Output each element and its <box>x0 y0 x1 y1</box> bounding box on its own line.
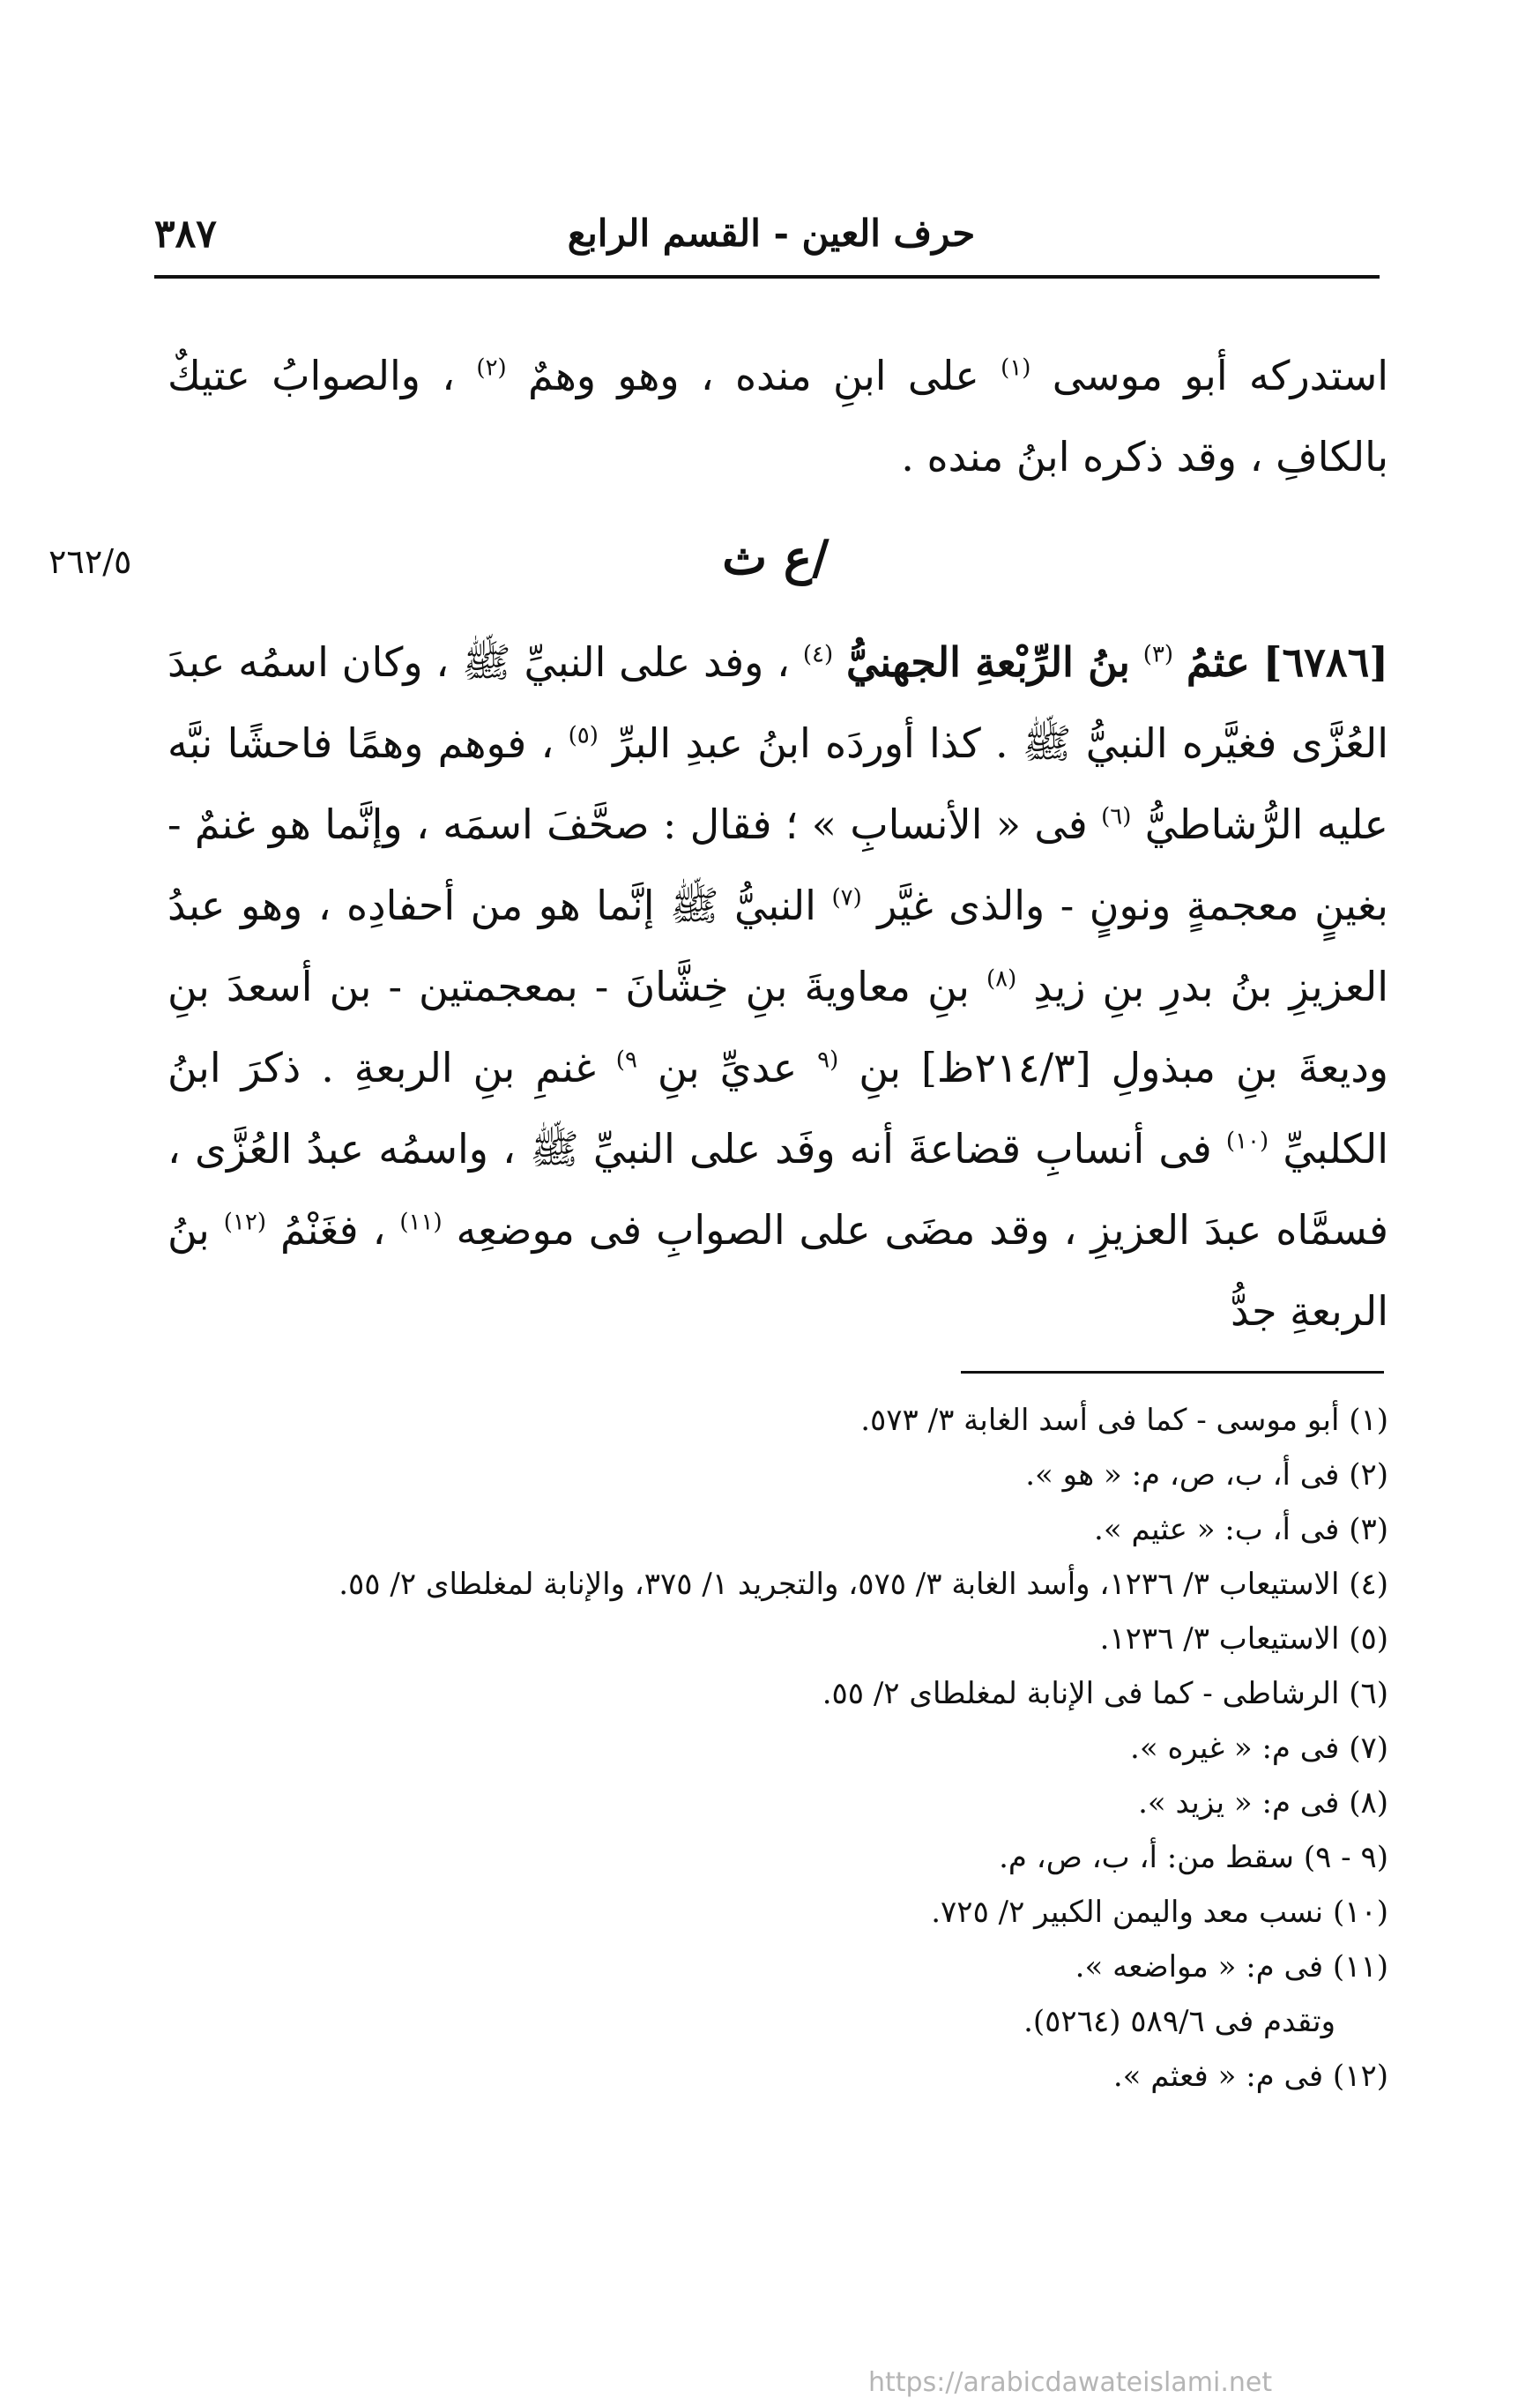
footnote-continuation: وتقدم فى ٥٨٩/٦ (٥٢٦٤). <box>1023 2004 1335 2039</box>
footnote-item: (١١) فى م: « مواضعه ». <box>1075 1949 1388 1985</box>
footnote-ref-2: (٢) <box>476 354 507 382</box>
entry-number: [٦٧٨٦] <box>1262 638 1389 686</box>
entry-name-lineage: بنُ الرِّبْعةِ الجهنيُّ <box>845 638 1130 686</box>
section-heading: /ع ث <box>722 529 830 585</box>
intro-text-3: ، والصوابُ عتيكٌ بالكافِ ، وقد ذكره ابنُ منده . <box>167 352 1388 480</box>
footnote-item: (٩ - ٩) سقط من: أ، ب، ص، م. <box>999 1840 1388 1875</box>
footnote-item: (٦) الرشاطى - كما فى الإنابة لمغلطاى ٢/ ٥٥. <box>822 1676 1388 1711</box>
watermark-url: https://arabicdawateislami.net <box>868 2367 1273 2398</box>
entry-text-9: ، فغَنْمُ <box>279 1206 386 1254</box>
entry-text-10: بنُ الربعةِ جدُّ <box>167 1206 1388 1335</box>
intro-paragraph <box>167 335 1388 497</box>
footnote-item: (١) أبو موسى - كما فى أسد الغابة ٣/ ٥٧٣. <box>860 1403 1388 1438</box>
footnote-item: (١٢) فى م: « فعثم ». <box>1112 2059 1388 2094</box>
footnote-item: (٤) الاستيعاب ٣/ ١٢٣٦، وأسد الغابة ٣/ ٥٧٥، والتجريد ١/ ٣٧٥، والإنابة لمغلطاى ٢/ ٥٥. <box>339 1567 1388 1602</box>
entry-text-2: ، فوهم وهمًا فاحشًا نبَّه عليه الرُّشاطيُّ <box>167 719 1389 848</box>
page-number: ٣٨٧ <box>154 212 217 257</box>
entry-paragraph <box>167 622 1388 1352</box>
footnote-ref-4: (٤) <box>802 641 834 668</box>
footnote-ref-9-open: (٩ <box>817 1046 839 1074</box>
running-header-title: حرف العين - القسم الرابع <box>567 212 976 255</box>
footnote-ref-12: (١٢) <box>223 1209 267 1236</box>
footnote-ref-8: (٨) <box>986 965 1017 993</box>
entry-text-5: بنِ معاويةَ بنِ خِشَّانَ - بمعجمتين - بن أسعدَ بنِ وديعةَ بنِ مبذولِ [٢١٤/٣ظ] بنِ <box>167 963 1389 1091</box>
footnote-ref-7: (٧) <box>831 884 862 912</box>
footnote-item: (٢) فى أ، ب، ص، م: « هو ». <box>1025 1457 1388 1493</box>
footnote-ref-10: (١٠) <box>1225 1128 1269 1155</box>
intro-text-2: على ابنِ منده ، وهو وهمٌ <box>527 352 979 399</box>
footnote-item: (٥) الاستيعاب ٣/ ١٢٣٦. <box>1099 1621 1388 1657</box>
entry-text-4: النبيُّ ﷺ إنَّما هو من أحفادِه ، وهو عبدُ العزيزِ بنُ بدرِ بنِ زيدِ <box>167 882 1389 1010</box>
footnote-ref-11: (١١) <box>399 1209 443 1236</box>
footnotes-list <box>167 1393 1388 2104</box>
footnote-ref-9-close: ٩) <box>615 1046 637 1074</box>
entry-text-1: ، وفد على النبيِّ ﷺ ، وكان اسمُه عبدَ العُزَّى فغيَّره النبيُّ ﷺ . كذا أوردَه ابنُ عبدِ البرِّ <box>167 638 1389 767</box>
footnote-ref-6: (٦) <box>1101 803 1132 830</box>
footnote-item: (٧) فى م: « غيره ». <box>1130 1731 1388 1766</box>
footnote-ref-3: (٣) <box>1142 641 1174 668</box>
entry-text-3: فى « الأنسابِ » ؛ فقال : صحَّفَ اسمَه ، وإنَّما هو غنمٌ - بغينٍ معجمةٍ ونونٍ - والذى غيَّر <box>167 801 1388 929</box>
footnote-item: (١٠) نسب معد واليمن الكبير ٢/ ٧٢٥. <box>931 1895 1388 1930</box>
intro-text-1: استدركه أبو موسى <box>1052 352 1389 399</box>
entry-name: عثمُ <box>1186 638 1250 686</box>
footnote-ref-5: (٥) <box>568 722 599 749</box>
footnote-item: (٨) فى م: « يزيد ». <box>1138 1785 1388 1821</box>
entry-text-7: غنمِ بنِ الربعةِ . ذكرَ ابنُ الكلبيِّ <box>167 1044 1388 1173</box>
entry-text-8: فى أنسابِ قضاعةَ أنه وفَد على النبيِّ ﷺ ، واسمُه عبدُ العُزَّى ، فسمَّاه عبدَ العزيزِ ، وقد مضَى على الصوابِ فى موضعِه <box>167 1125 1388 1254</box>
margin-reference: ٢٦٢/٥ <box>48 542 132 581</box>
footnote-ref-1: (١) <box>1001 354 1031 382</box>
entry-text-6: عديِّ بنِ <box>657 1044 798 1091</box>
footnote-item: (٣) فى أ، ب: « عثيم ». <box>1094 1512 1388 1547</box>
header-rule <box>154 275 1380 279</box>
footnotes-rule <box>961 1371 1384 1374</box>
